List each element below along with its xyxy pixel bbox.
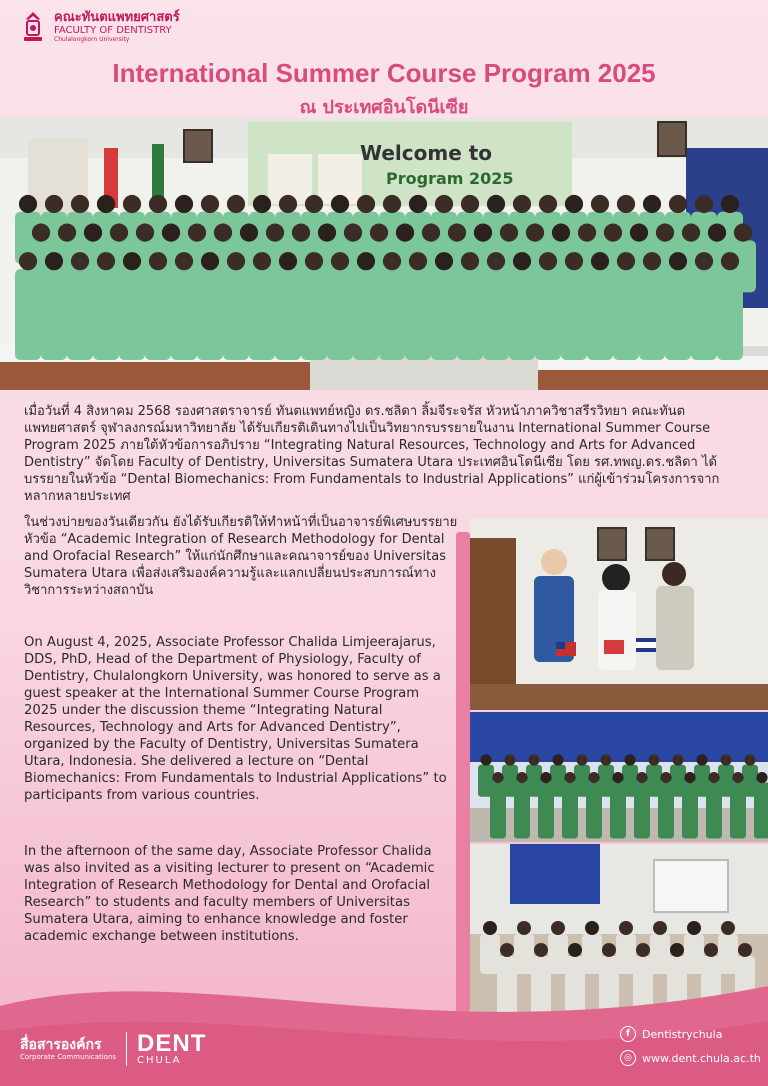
faculty-name-th: คณะทันตแพทยศาสตร์: [54, 10, 180, 25]
person-head: [660, 772, 671, 783]
person-head: [696, 754, 707, 765]
person-body: [405, 269, 431, 360]
person-body: [754, 782, 768, 838]
person-head: [695, 195, 713, 213]
person-head: [175, 252, 193, 270]
person-head: [461, 195, 479, 213]
person-body: [483, 269, 509, 360]
person-head: [227, 195, 245, 213]
person-head: [461, 252, 479, 270]
footer-branding: [20, 1029, 207, 1066]
person-head: [383, 195, 401, 213]
person-head: [648, 754, 659, 765]
person-body: [15, 269, 41, 360]
dent-wordmark: DENT: [137, 1029, 207, 1057]
person-head: [396, 224, 414, 242]
faculty-name-en: FACULTY OF DENTISTRY: [54, 25, 172, 36]
person-body: [431, 269, 457, 360]
person-body: [561, 269, 587, 360]
chula-wordmark: CHULA: [137, 1054, 182, 1066]
person-head: [162, 224, 180, 242]
person-body: [586, 782, 602, 838]
person-head: [756, 772, 767, 783]
globe-icon: ◎: [620, 1050, 636, 1066]
person-head: [344, 224, 362, 242]
person-head: [630, 224, 648, 242]
person-head: [552, 224, 570, 242]
person-head: [732, 772, 743, 783]
facebook-link[interactable]: [620, 1026, 761, 1042]
person-head: [734, 224, 752, 242]
person-head: [517, 921, 531, 935]
person-head: [305, 252, 323, 270]
person-head: [526, 224, 544, 242]
person-body: [249, 269, 275, 360]
website-url: www.dent.chula.ac.th: [642, 1051, 761, 1065]
person-body: [353, 269, 379, 360]
person-head: [565, 252, 583, 270]
person-head: [487, 195, 505, 213]
person-head: [84, 224, 102, 242]
person-head: [708, 224, 726, 242]
person-body: [145, 269, 171, 360]
person-body: [301, 269, 327, 360]
person-head: [45, 195, 63, 213]
person-head: [643, 252, 661, 270]
person-head: [71, 252, 89, 270]
person-head: [201, 195, 219, 213]
person-body: [658, 782, 674, 838]
banner-program: Program 2025: [386, 169, 514, 188]
person-body: [706, 782, 722, 838]
person-body: [535, 269, 561, 360]
person-body: [171, 269, 197, 360]
person-body: [275, 269, 301, 360]
person-head: [483, 921, 497, 935]
paragraph-th-intro: เมื่อวันที่ 4 สิงหาคม 2568 รองศาสตราจารย์ ทันตแพทย์หญิง ดร.ชลิดา ลิ้มจีระจรัส หัวหน้าภาควิชาสรีรวิทยา คณะทันตแพทยศาสตร์ จุฬาลงกรณ์มหาวิทยาลัย ได้รับเกียรติเดินทางไปเป็นวิทยากรบรรยายในงาน International Summer Course Program 2025 ภายใต้หัวข้อการอภิปราย “Integrating Natural Resources, Technology and Arts for Advanced Dentistry” จัดโดย Faculty of Dentistry, Universitas Sumatera Utara ประเทศอินโดนีเซีย โดย รศ.ทพญ.ดร.ชลิดา ได้บรรยายในหัวข้อ “Dental Biomechanics: From Fundamentals to Industrial Applications” แก่ผู้เข้าร่วมโครงการจากหลากหลายประเทศ: [24, 404, 720, 504]
person-body: [67, 269, 93, 360]
person-body: [562, 782, 578, 838]
person-head: [97, 252, 115, 270]
person-head: [687, 921, 701, 935]
person-body: [197, 269, 223, 360]
faculty-logo: [20, 10, 180, 44]
person-head: [492, 772, 503, 783]
person-head: [331, 195, 349, 213]
page-title: International Summer Course Program 2025: [112, 58, 656, 88]
person-body: [379, 269, 405, 360]
person-head: [656, 224, 674, 242]
person-head: [591, 195, 609, 213]
person-head: [474, 224, 492, 242]
person-head: [617, 195, 635, 213]
person-head: [669, 252, 687, 270]
person-head: [279, 195, 297, 213]
person-head: [565, 195, 583, 213]
person-head: [19, 195, 37, 213]
person-head: [624, 754, 635, 765]
person-head: [576, 754, 587, 765]
person-head: [110, 224, 128, 242]
person-head: [409, 252, 427, 270]
person-body: [327, 269, 353, 360]
person-head: [97, 195, 115, 213]
person-body: [509, 269, 535, 360]
person-head: [383, 252, 401, 270]
person-head: [578, 224, 596, 242]
person-body: [634, 782, 650, 838]
person-head: [201, 252, 219, 270]
classroom-group-photo: [470, 712, 768, 842]
person-head: [435, 195, 453, 213]
person-head: [32, 224, 50, 242]
person-head: [123, 252, 141, 270]
person-head: [188, 224, 206, 242]
person-head: [585, 921, 599, 935]
paragraph-en-intro: On August 4, 2025, Associate Professor Chalida Limjeerajarus, DDS, PhD, Head of the Department of Physiology, Faculty of Dentistry, Chulalongkorn University, was honored to serve as a guest speaker at the International Summer Course Program 2025 under the discussion theme “Integrating Natural Resources, Technology and Arts for Advanced Dentistry”, organized by the Faculty of Dentistry, Universitas Sumatera Utara, Indonesia. She delivered a lecture on “Dental Biomechanics: From Fundamentals to Industrial Applications” to participants from various countries.: [24, 635, 447, 803]
university-name: Chulalongkorn University: [54, 36, 130, 43]
footer-divider: [126, 1032, 127, 1066]
person-body: [514, 782, 530, 838]
person-head: [305, 195, 323, 213]
person-head: [318, 224, 336, 242]
person-head: [357, 252, 375, 270]
person-head: [721, 252, 739, 270]
person-head: [672, 754, 683, 765]
group-photo: [0, 118, 768, 390]
person-head: [227, 252, 245, 270]
person-body: [730, 782, 746, 838]
person-head: [19, 252, 37, 270]
person-head: [636, 772, 647, 783]
person-body: [41, 269, 67, 360]
person-head: [253, 195, 271, 213]
person-body: [639, 269, 665, 360]
meeting-photo: [470, 518, 768, 710]
person-head: [744, 754, 755, 765]
person-head: [551, 921, 565, 935]
facebook-icon: f: [620, 1026, 636, 1042]
facebook-handle: Dentistrychula: [642, 1027, 723, 1041]
person-head: [331, 252, 349, 270]
person-head: [653, 921, 667, 935]
paragraph-th-afternoon: ในช่วงบ่ายของวันเดียวกัน ยังได้รับเกียรติให้ทำหน้าที่เป็นอาจารย์พิเศษบรรยายหัวข้อ “Academic Integration of Research Methodology for Dental and Orofacial Research” ให้แก่นักศึกษาและคณาจารย์ของ Universitas Sumatera Utara เพื่อส่งเสริมองค์ความรู้และแลกเปลี่ยนประสบการณ์ทางวิชาการระหว่างสถาบัน: [24, 515, 458, 598]
person-head: [487, 252, 505, 270]
person-head: [591, 252, 609, 270]
website-link[interactable]: [620, 1050, 761, 1066]
person-head: [45, 252, 63, 270]
page-subtitle: ณ ประเทศอินโดนีเซีย: [299, 97, 469, 118]
person-head: [422, 224, 440, 242]
person-head: [617, 252, 635, 270]
person-head: [149, 252, 167, 270]
person-head: [292, 224, 310, 242]
person-head: [588, 772, 599, 783]
person-head: [435, 252, 453, 270]
person-head: [123, 195, 141, 213]
person-head: [448, 224, 466, 242]
person-body: [93, 269, 119, 360]
person-head: [600, 754, 611, 765]
person-head: [513, 252, 531, 270]
person-head: [720, 754, 731, 765]
person-head: [695, 252, 713, 270]
person-head: [552, 754, 563, 765]
person-head: [136, 224, 154, 242]
person-body: [682, 782, 698, 838]
person-head: [669, 195, 687, 213]
person-head: [643, 195, 661, 213]
person-head: [504, 754, 515, 765]
person-body: [717, 269, 743, 360]
person-head: [682, 224, 700, 242]
person-body: [119, 269, 145, 360]
banner-welcome: Welcome to: [360, 141, 493, 165]
person-head: [370, 224, 388, 242]
person-head: [409, 195, 427, 213]
paragraph-en-afternoon: In the afternoon of the same day, Associate Professor Chalida was also invited as a visiting lecturer to present on “Academic Integration of Research Methodology for Dental and Orofacial Research” to students and faculty members of Universitas Sumatera Utara, aiming to enhance knowledge and foster academic exchange between institutions.: [24, 844, 435, 944]
dent-chula-logo: [137, 1029, 207, 1066]
person-head: [513, 195, 531, 213]
person-head: [279, 252, 297, 270]
person-head: [619, 921, 633, 935]
person-body: [490, 782, 506, 838]
corporate-comm-en: Corporate Communications: [20, 1053, 117, 1061]
person-head: [612, 772, 623, 783]
person-head: [721, 921, 735, 935]
person-head: [253, 252, 271, 270]
person-head: [240, 224, 258, 242]
person-head: [708, 772, 719, 783]
footer-contacts: [620, 1026, 761, 1074]
chula-seal-icon: [20, 10, 46, 44]
person-head: [266, 224, 284, 242]
person-head: [58, 224, 76, 242]
person-head: [539, 252, 557, 270]
person-head: [516, 772, 527, 783]
person-head: [540, 772, 551, 783]
person-head: [480, 754, 491, 765]
person-head: [357, 195, 375, 213]
person-body: [223, 269, 249, 360]
person-head: [500, 224, 518, 242]
person-head: [604, 224, 622, 242]
person-body: [691, 269, 717, 360]
person-head: [721, 195, 739, 213]
person-head: [214, 224, 232, 242]
person-head: [684, 772, 695, 783]
person-head: [175, 195, 193, 213]
person-head: [564, 772, 575, 783]
person-head: [539, 195, 557, 213]
person-head: [149, 195, 167, 213]
person-body: [665, 269, 691, 360]
person-body: [538, 782, 554, 838]
person-body: [587, 269, 613, 360]
person-body: [457, 269, 483, 360]
corporate-comm-th: สื่อสารองค์กร: [20, 1037, 102, 1053]
person-head: [71, 195, 89, 213]
person-body: [610, 782, 626, 838]
person-head: [528, 754, 539, 765]
person-body: [613, 269, 639, 360]
